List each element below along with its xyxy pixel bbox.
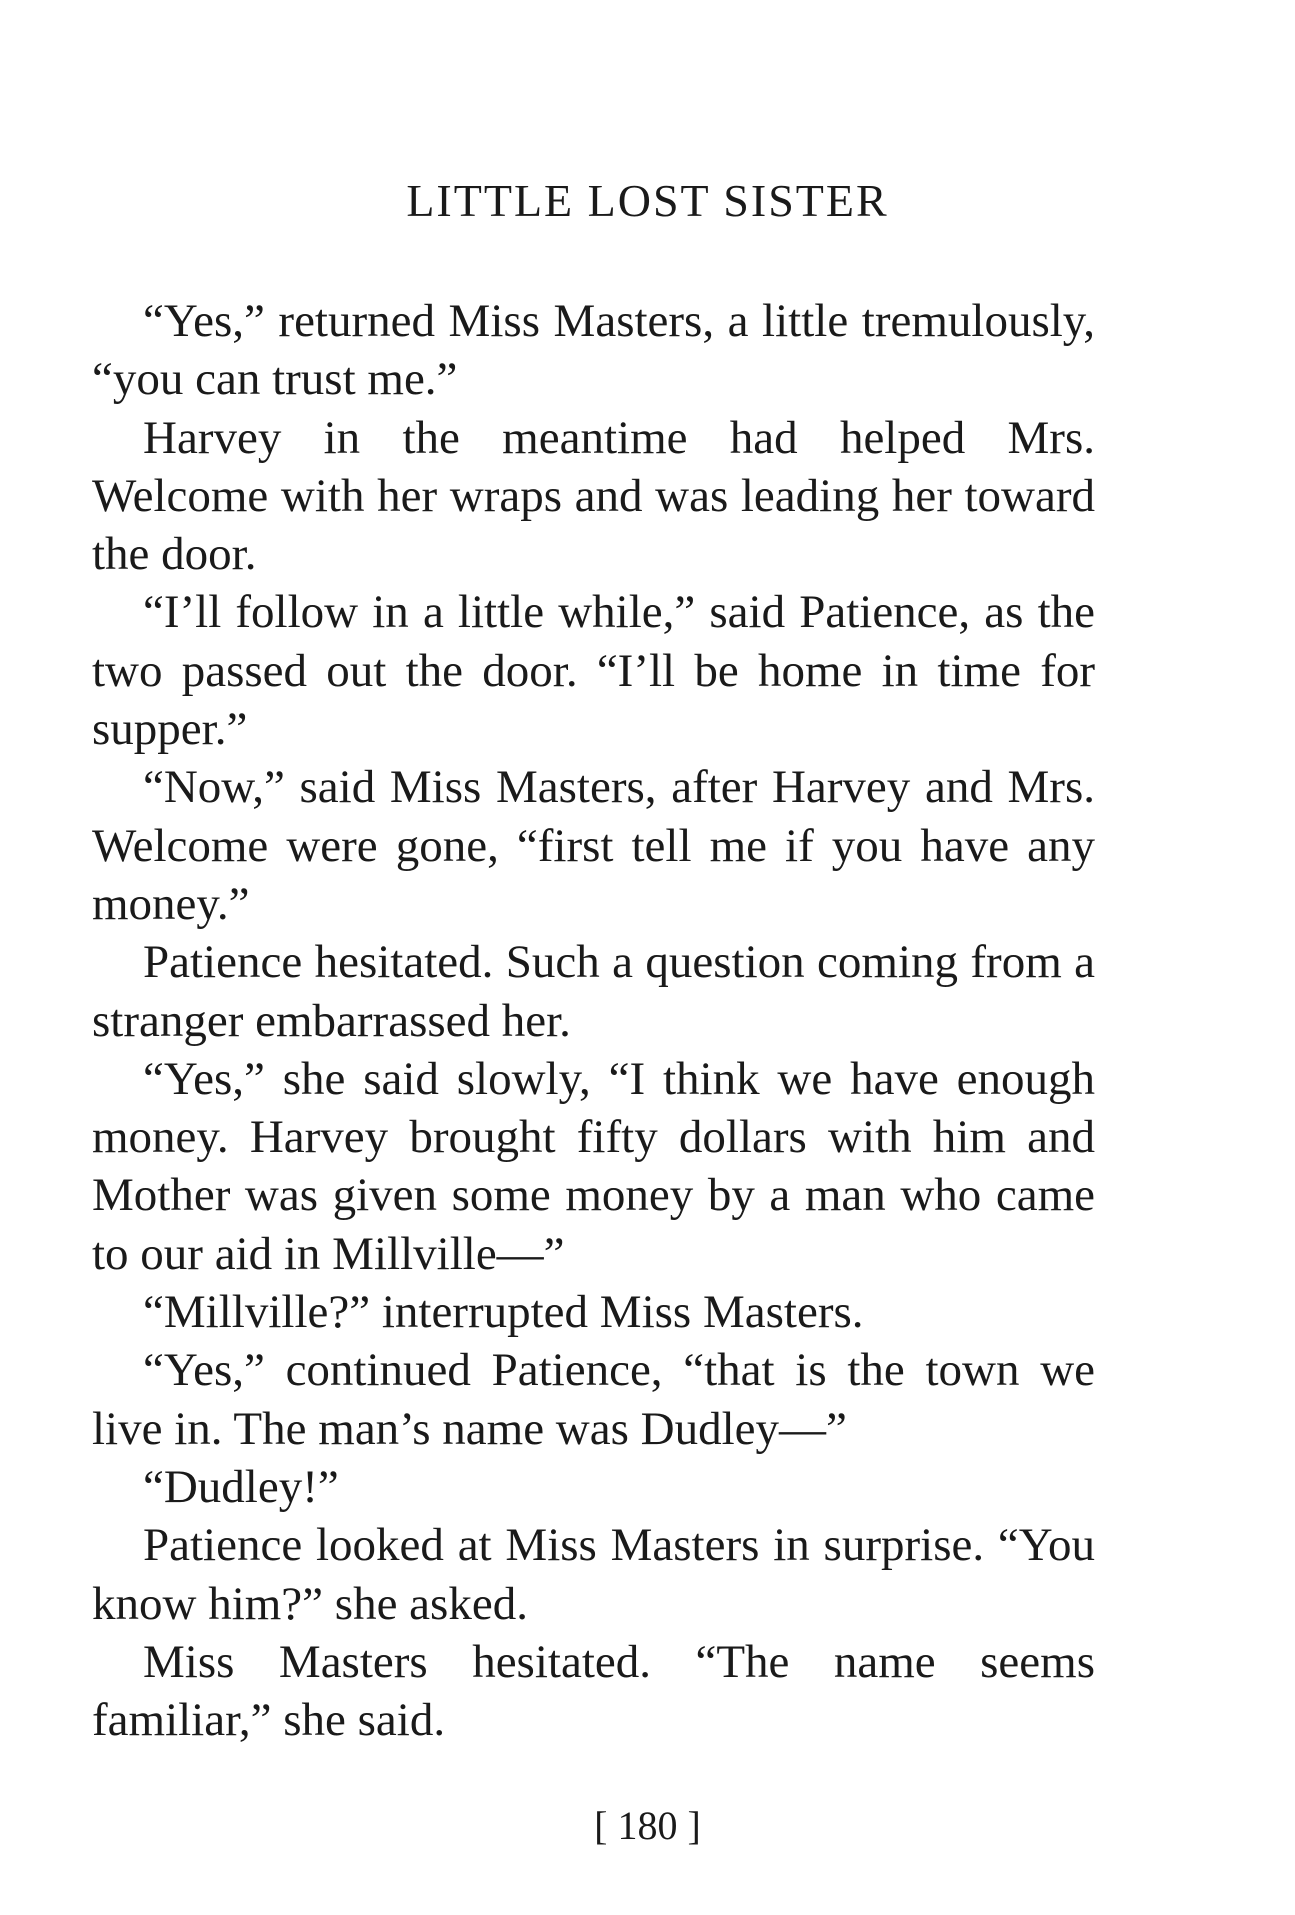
paragraph: Harvey in the meantime had helped Mrs. Welcome with her wraps and was leading her toward the door. (92, 411, 1095, 581)
body-text (92, 292, 1095, 1749)
paragraph: Miss Masters hesitated. “The name seems familiar,” she said. (92, 1635, 1095, 1747)
paragraph: “I’ll follow in a little while,” said Patience, as the two passed out the door. “I’ll be home in time for supper.” (92, 586, 1095, 756)
paragraph: Patience hesitated. Such a question coming from a stranger embarrassed her. (92, 936, 1095, 1047)
paragraph: “Dudley!” (143, 1460, 339, 1513)
paragraph: “Yes,” continued Patience, “that is the town we live in. The man’s name was Dudley—” (92, 1344, 1095, 1455)
running-head: LITTLE LOST SISTER (406, 175, 889, 226)
page-number: [ 180 ] (594, 1803, 701, 1848)
paragraph: “Now,” said Miss Masters, after Harvey and Mrs. Welcome were gone, “first tell me if you have any money.” (92, 761, 1095, 930)
paragraph: “Yes,” she said slowly, “I think we have enough money. Harvey brought fifty dollars with him and Mother was given some money by a man who came to our aid in Millville—” (92, 1052, 1095, 1280)
paragraph: “Yes,” returned Miss Masters, a little tremulously, “you can trust me.” (92, 295, 1095, 406)
paragraph: “Millville?” interrupted Miss Masters. (143, 1286, 864, 1339)
paragraph: Patience looked at Miss Masters in surprise. “You know him?” she asked. (92, 1519, 1095, 1630)
